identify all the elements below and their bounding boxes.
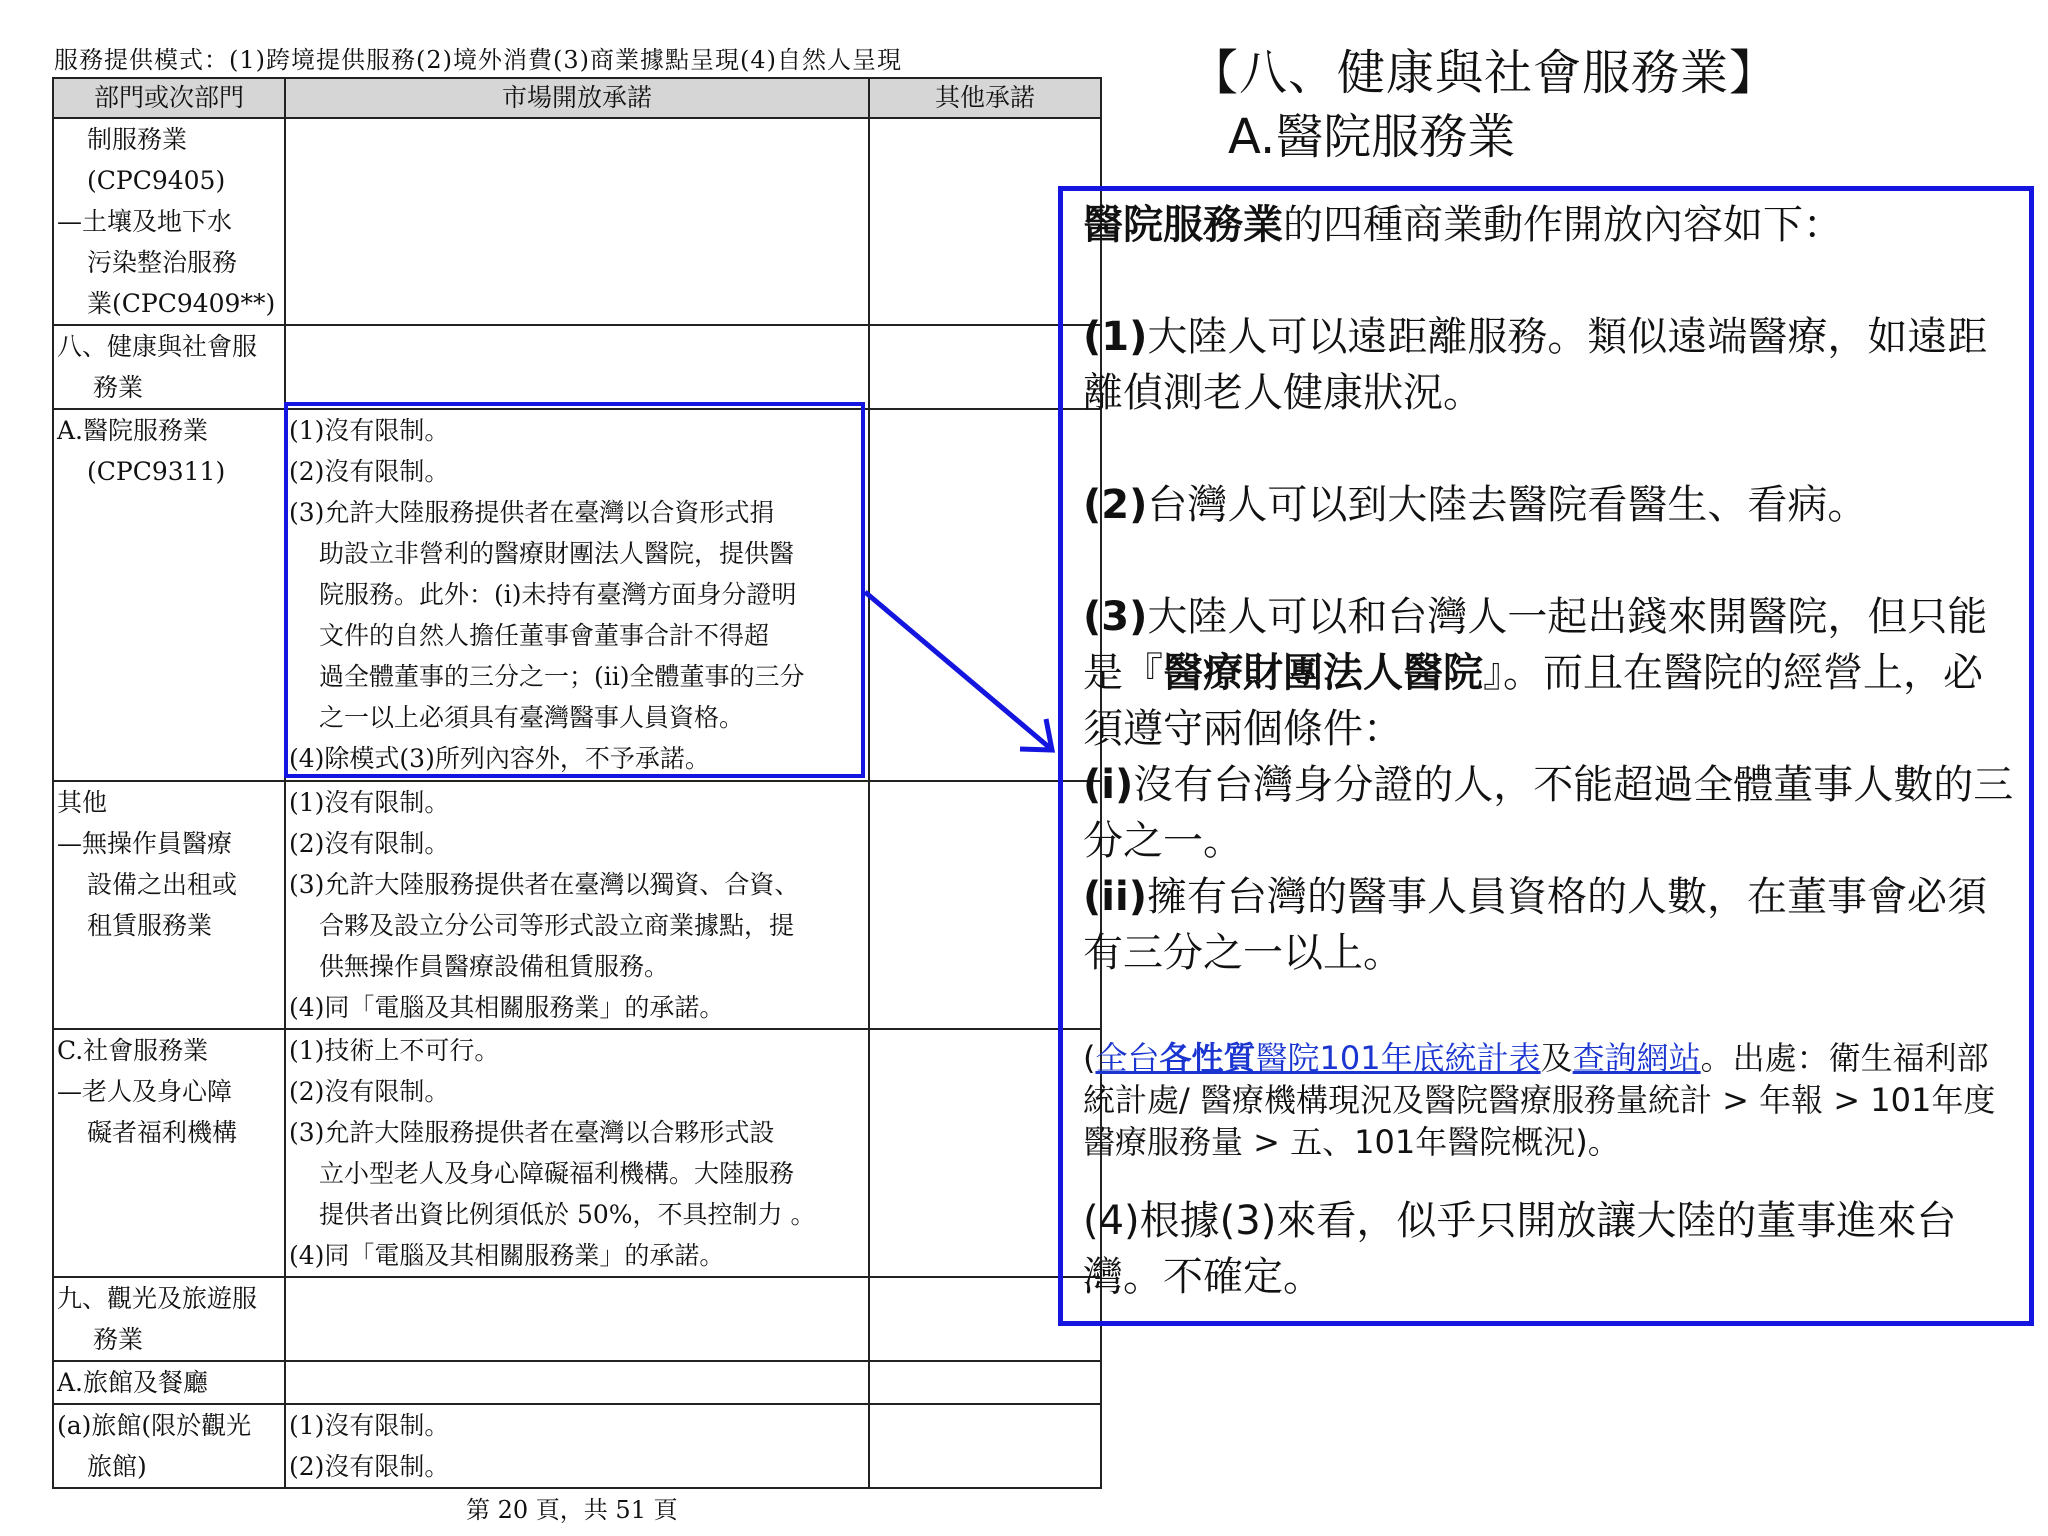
sector-line: 其他 [57, 788, 108, 817]
sector-line: 業(CPC9409**) [87, 289, 276, 318]
slide-title: 【八、健康與社會服務業】 [1190, 45, 1779, 101]
table-row [53, 781, 1101, 1029]
document-header: 服務提供模式：(1)跨境提供服務(2)境外消費(3)商業據點呈現(4)自然人呈現 [54, 46, 902, 74]
point-3-number: (3) [1083, 594, 1148, 640]
point-1 [1083, 309, 2017, 421]
sector-line: 污染整治服務 [87, 248, 238, 277]
query-site-link[interactable]: 查詢網站 [1572, 1039, 1701, 1077]
sector-line: 務業 [93, 373, 144, 402]
commitment-line: 立小型老人及身心障礙福利機構。大陸服務 [319, 1159, 795, 1188]
commitment-line: (4)除模式(3)所列內容外，不予承諾。 [289, 744, 710, 773]
sector-line: —老人及身心障 [57, 1077, 233, 1106]
sector-line: (CPC9405) [87, 166, 226, 195]
condition-2 [1083, 869, 2017, 981]
sector-line: 務業 [93, 1325, 144, 1354]
commitment-line: (4)同「電腦及其相關服務業」的承諾。 [289, 1241, 725, 1270]
commitment-cell [285, 781, 869, 1029]
commitment-line: 過全體董事的三分之一；(ii)全體董事的三分 [319, 662, 805, 691]
source-and: 及 [1540, 1039, 1573, 1077]
commitment-line: 提供者出資比例須低於 50%，不具控制力 。 [319, 1200, 816, 1229]
table-row [53, 1029, 1101, 1277]
commitment-line: (4)同「電腦及其相關服務業」的承諾。 [289, 993, 725, 1022]
point-2-number: (2) [1083, 482, 1148, 528]
sector-line: 旅館) [87, 1452, 147, 1481]
sector-cell [53, 118, 285, 325]
table-row [53, 1404, 1101, 1488]
column-header-sector: 部門或次部門 [53, 78, 285, 118]
commitment-line: 供無操作員醫療設備租賃服務。 [319, 952, 670, 981]
sector-line: (a)旅館(限於觀光 [57, 1411, 252, 1440]
condition-2-text: 擁有台灣的醫事人員資格的人數，在董事會必須有三分之一以上。 [1083, 874, 1987, 976]
commitment-cell [285, 1277, 869, 1361]
sector-line: 八、健康與社會服 [57, 332, 258, 361]
slide-subtitle: A.醫院服務業 [1228, 109, 1516, 165]
intro-keyword: 醫院服務業 [1083, 202, 1283, 248]
commitment-line: 之一以上必須具有臺灣醫事人員資格。 [319, 703, 745, 732]
sector-line: 租賃服務業 [87, 911, 213, 940]
point-3-text-a: 大陸人可以和台灣人一起出錢來開醫院，但只能是『 [1083, 594, 1988, 696]
commitment-line: 助設立非營利的醫療財團法人醫院，提供醫 [319, 539, 795, 568]
commitment-cell [285, 1029, 869, 1277]
sector-cell [53, 1029, 285, 1277]
condition-1-number: (i) [1083, 762, 1134, 808]
point-1-text: 大陸人可以遠距離服務。類似遠端醫療，如遠距離偵測老人健康狀況。 [1083, 314, 1988, 416]
sector-line: 設備之出租或 [87, 870, 238, 899]
column-header-other: 其他承諾 [869, 78, 1101, 118]
commitment-line: (1)沒有限制。 [289, 788, 450, 817]
table-header-row [53, 78, 1101, 118]
condition-1-text: 沒有台灣身分證的人，不能超過全體董事人數的三分之一。 [1083, 762, 2014, 864]
sector-cell [53, 1404, 285, 1488]
sector-cell [53, 781, 285, 1029]
commitment-cell [285, 325, 869, 409]
sector-line: (CPC9311) [87, 457, 226, 486]
table-row [53, 118, 1101, 325]
source-open-paren: ( [1083, 1039, 1096, 1077]
stats-table-link-rest[interactable]: 醫院101年底統計表 [1255, 1039, 1541, 1077]
point-2 [1083, 477, 2017, 533]
commitment-line: (1)沒有限制。 [289, 416, 450, 445]
commitment-line: (2)沒有限制。 [289, 1077, 450, 1106]
column-header-market-access: 市場開放承諾 [285, 78, 869, 118]
commitment-table [52, 77, 1102, 1489]
intro-line [1083, 197, 2017, 253]
stats-table-link-bold[interactable]: 各性質 [1159, 1039, 1256, 1077]
sector-line: 九、觀光及旅遊服 [57, 1284, 258, 1313]
commitment-line: (3)允許大陸服務提供者在臺灣以獨資、合資、 [289, 870, 800, 899]
sector-cell [53, 1361, 285, 1404]
page-number: 第 20 頁，共 51 頁 [466, 1496, 678, 1524]
commitment-line: (3)允許大陸服務提供者在臺灣以合夥形式設 [289, 1118, 775, 1147]
commitment-line: 合夥及設立分公司等形式設立商業據點，提 [319, 911, 795, 940]
commitment-line: (2)沒有限制。 [289, 829, 450, 858]
sector-line: 制服務業 [87, 125, 188, 154]
commitment-line: (1)技術上不可行。 [289, 1036, 500, 1065]
sector-line: 礙者福利機構 [87, 1118, 238, 1147]
other-cell [869, 1404, 1101, 1488]
point-3-keyword: 醫療財團法人醫院 [1163, 650, 1483, 696]
stats-table-link[interactable]: 全台 [1095, 1039, 1160, 1077]
commitment-cell [285, 1404, 869, 1488]
commitment-line: (3)允許大陸服務提供者在臺灣以合資形式捐 [289, 498, 775, 527]
sector-cell [53, 325, 285, 409]
sector-line: A.醫院服務業 [57, 416, 209, 445]
sector-line: —無操作員醫療 [57, 829, 233, 858]
commitment-cell [285, 118, 869, 325]
commitment-cell [285, 1361, 869, 1404]
table-row [53, 325, 1101, 409]
source-note [1083, 1037, 2017, 1163]
point-2-text: 台灣人可以到大陸去醫院看醫生、看病。 [1147, 482, 1868, 528]
table-row [53, 1277, 1101, 1361]
sector-line: C.社會服務業 [57, 1036, 209, 1065]
condition-2-number: (ii) [1083, 874, 1147, 920]
point-1-number: (1) [1083, 314, 1148, 360]
commitment-line: (1)沒有限制。 [289, 1411, 450, 1440]
intro-text: 的四種商業動作開放內容如下： [1283, 202, 1843, 248]
point-3 [1083, 589, 2017, 757]
point-3-text-b: 』。而且在醫院的經營上，必須遵守兩個條件： [1083, 650, 1983, 752]
commitment-line: 文件的自然人擔任董事會董事合計不得超 [319, 621, 770, 650]
sector-line: A.旅館及餐廳 [57, 1368, 209, 1397]
source-text: 。出處：衛生福利部統計處/ 醫療機構現況及醫院醫療服務量統計 > 年報 > 101年度醫療服務量 > 五、101年醫院概況)。 [1083, 1039, 1996, 1161]
sector-cell [53, 409, 285, 781]
point-4-text: (4)根據(3)來看，似乎只開放讓大陸的董事進來台灣。不確定。 [1083, 1198, 1957, 1300]
table-row [53, 1361, 1101, 1404]
commitment-line: 院服務。此外：(i)未持有臺灣方面身分證明 [319, 580, 797, 609]
explanation-box [1058, 186, 2034, 1326]
commitment-line: (2)沒有限制。 [289, 457, 450, 486]
point-4 [1083, 1193, 2017, 1305]
sector-cell [53, 1277, 285, 1361]
highlight-frame [284, 402, 865, 778]
condition-1 [1083, 757, 2017, 869]
sector-line: —土壤及地下水 [57, 207, 233, 236]
commitment-line: (2)沒有限制。 [289, 1452, 450, 1481]
other-cell [869, 1361, 1101, 1404]
